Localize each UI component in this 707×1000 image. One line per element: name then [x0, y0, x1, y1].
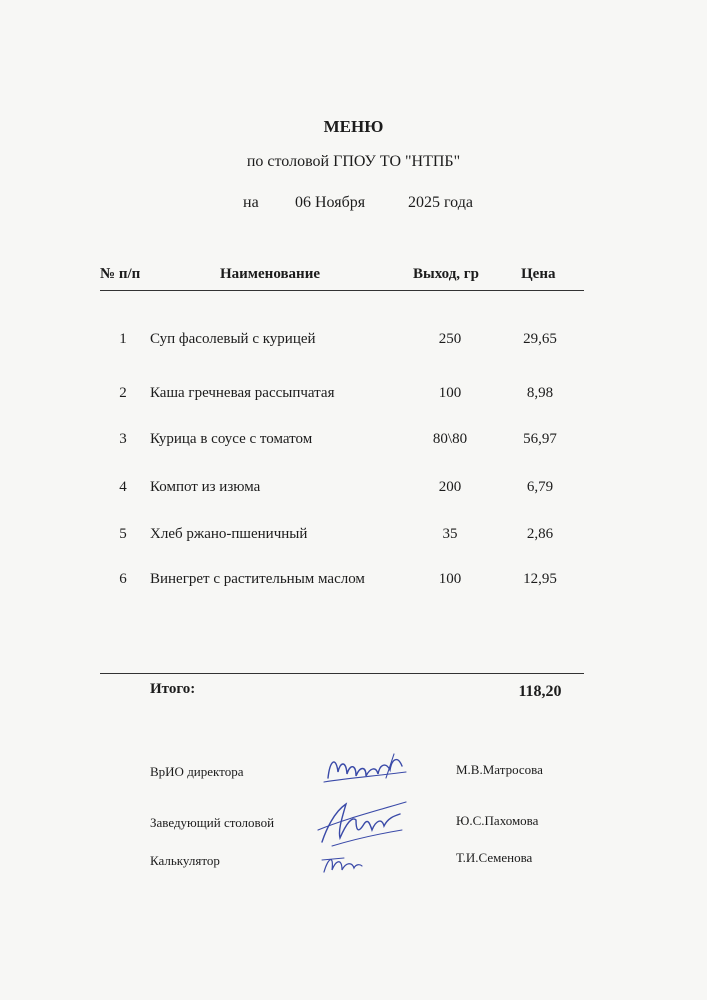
date-prefix: на — [243, 194, 259, 211]
table-row — [0, 571, 707, 593]
table-top-rule — [100, 290, 584, 291]
row-name: Суп фасолевый с курицей — [150, 331, 316, 347]
row-price: 29,65 — [523, 331, 557, 347]
calculator-signature — [318, 848, 368, 878]
row-number: 3 — [119, 431, 127, 447]
column-header-yield: Выход, гр — [413, 266, 479, 282]
row-yield: 35 — [442, 526, 458, 542]
signature-name-calculator: Т.И.Семенова — [456, 850, 533, 865]
canteen-head-signature — [312, 790, 412, 850]
row-number: 2 — [119, 385, 127, 401]
row-yield: 80\80 — [432, 431, 468, 447]
table-row — [0, 385, 707, 407]
row-yield: 200 — [438, 479, 462, 495]
column-header-name: Наименование — [220, 266, 320, 282]
row-number: 1 — [119, 331, 127, 347]
total-label: Итого: — [150, 681, 196, 697]
row-name: Компот из изюма — [150, 479, 261, 495]
table-row — [0, 331, 707, 353]
column-header-number: № п/п — [100, 266, 141, 282]
document-subtitle: по столовой ГПОУ ТО "НТПБ" — [246, 153, 461, 170]
signature-name-director: М.В.Матросова — [456, 762, 543, 777]
row-price: 2,86 — [526, 526, 554, 542]
row-number: 6 — [119, 571, 127, 587]
document-title: МЕНЮ — [323, 117, 384, 136]
signature-role-canteen-head: Заведующий столовой — [150, 815, 275, 830]
row-price: 12,95 — [523, 571, 557, 587]
signature-role-calculator: Калькулятор — [150, 853, 220, 868]
row-yield: 250 — [438, 331, 462, 347]
total-value: 118,20 — [518, 683, 562, 700]
row-name: Хлеб ржано-пшеничный — [150, 526, 308, 542]
table-row — [0, 479, 707, 501]
row-number: 4 — [119, 479, 127, 495]
row-yield: 100 — [438, 385, 462, 401]
column-header-price: Цена — [521, 266, 556, 282]
signature-role-director: ВрИО директора — [150, 764, 244, 779]
row-price: 56,97 — [523, 431, 557, 447]
row-yield: 100 — [438, 571, 462, 587]
director-signature — [320, 748, 410, 788]
row-price: 8,98 — [526, 385, 554, 401]
signature-name-canteen-head: Ю.С.Пахомова — [456, 813, 539, 828]
row-name: Курица в соусе с томатом — [150, 431, 313, 447]
row-name: Каша гречневая рассыпчатая — [150, 385, 335, 401]
row-name: Винегрет с растительным маслом — [150, 571, 365, 587]
row-price: 6,79 — [526, 479, 554, 495]
row-number: 5 — [119, 526, 127, 542]
date-day: 06 Ноября — [295, 194, 366, 211]
table-row — [0, 526, 707, 548]
table-bottom-rule — [100, 673, 584, 674]
table-row — [0, 431, 707, 453]
date-year: 2025 года — [408, 194, 473, 211]
